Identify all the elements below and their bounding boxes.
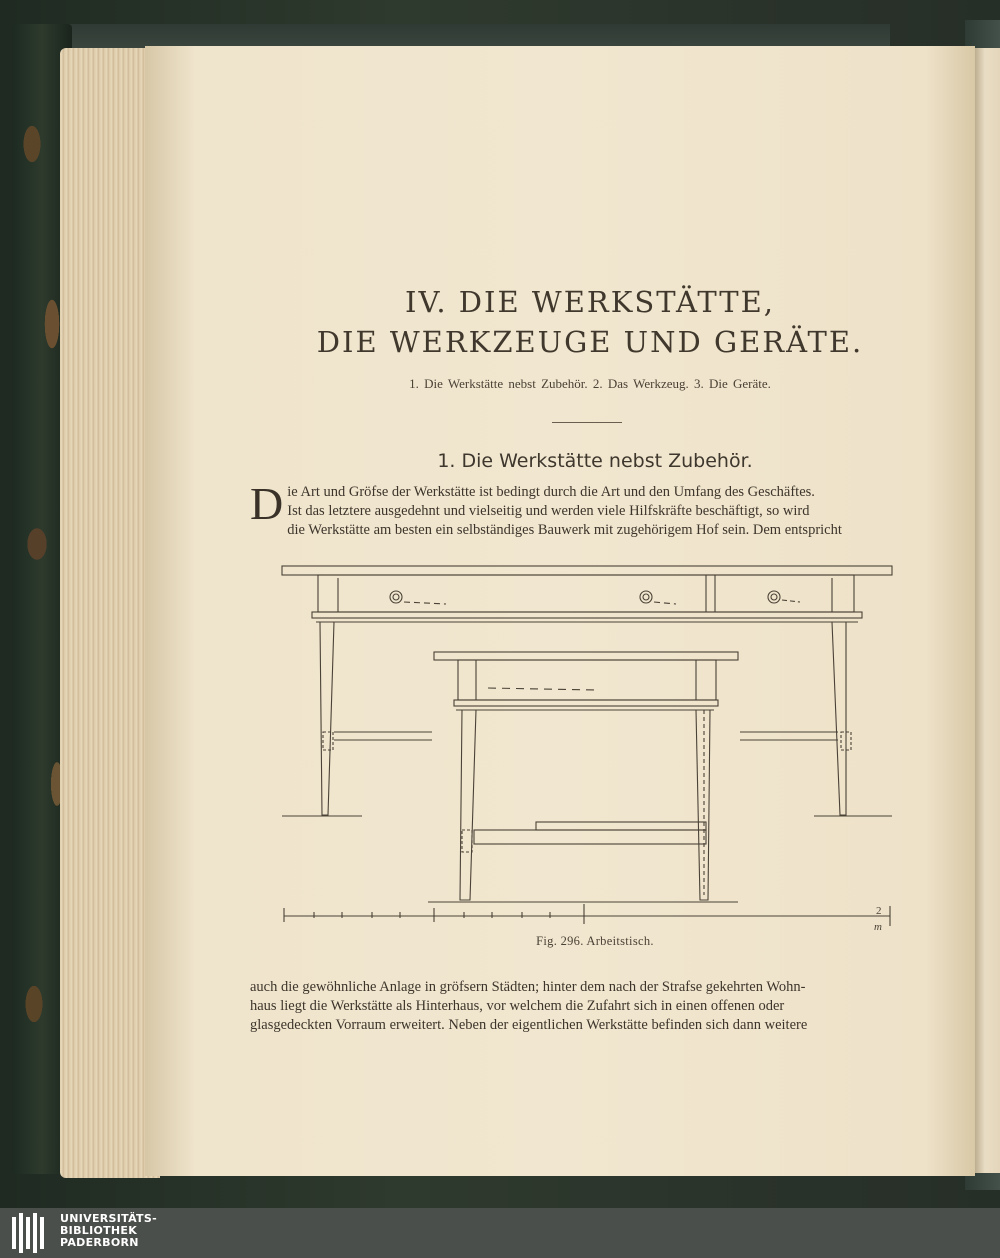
divider-rule <box>552 422 622 423</box>
paragraph-continued <box>250 978 925 1035</box>
scale-label-bottom: m <box>874 921 882 933</box>
paragraph-line: haus liegt die Werkstätte als Hinterhaus, vor welchem die Zufahrt sich in einen offenen oder <box>250 998 785 1014</box>
library-name-line3: PADERBORN <box>60 1236 139 1249</box>
library-name <box>60 1213 157 1249</box>
paragraph-line: ie Art und Gröfse der Werkstätte ist bedingt durch die Art und den Umfang des Geschäftes. <box>287 484 815 500</box>
paragraph-intro <box>250 478 925 540</box>
drop-cap: D <box>250 478 284 529</box>
workbench-illustration <box>278 560 898 950</box>
paragraph-line: Ist das letztere ausgedehnt und vielseitig und werden viele Hilfskräfte beschäftigt, so wird <box>287 503 810 519</box>
library-name-line2: BIBLIOTHEK <box>60 1224 138 1237</box>
chapter-title-line2: DIE WERKZEUGE UND GERÄTE. <box>316 325 864 359</box>
figure-caption: Fig. 296. Arbeitstisch. <box>536 934 654 948</box>
chapter-title-line1: IV. DIE WERKSTÄTTE, <box>405 285 775 319</box>
scale-label-top: 2 <box>876 905 882 917</box>
facing-page-edge <box>975 48 1000 1173</box>
paragraph-line: glasgedeckten Vorraum erweitert. Neben der eigentlichen Werkstätte befinden sich dann weitere <box>250 1017 808 1033</box>
chapter-contents: 1. Die Werkstätte nebst Zubehör. 2. Das Werkzeug. 3. Die Geräte. <box>409 376 771 391</box>
paragraph-line: auch die gewöhnliche Anlage in gröfsern Städten; hinter dem nach der Strafse gekehrten Wohn- <box>250 979 806 995</box>
paragraph-line: die Werkstätte am besten ein selbständiges Bauwerk mit zugehörigem Hof sein. Dem entspricht <box>287 522 842 538</box>
library-name-line1: UNIVERSITÄTS- <box>60 1212 157 1225</box>
library-logo-icon <box>10 1211 50 1255</box>
section-heading: 1. Die Werkstätte nebst Zubehör. <box>437 450 753 472</box>
chapter-title <box>240 282 940 362</box>
